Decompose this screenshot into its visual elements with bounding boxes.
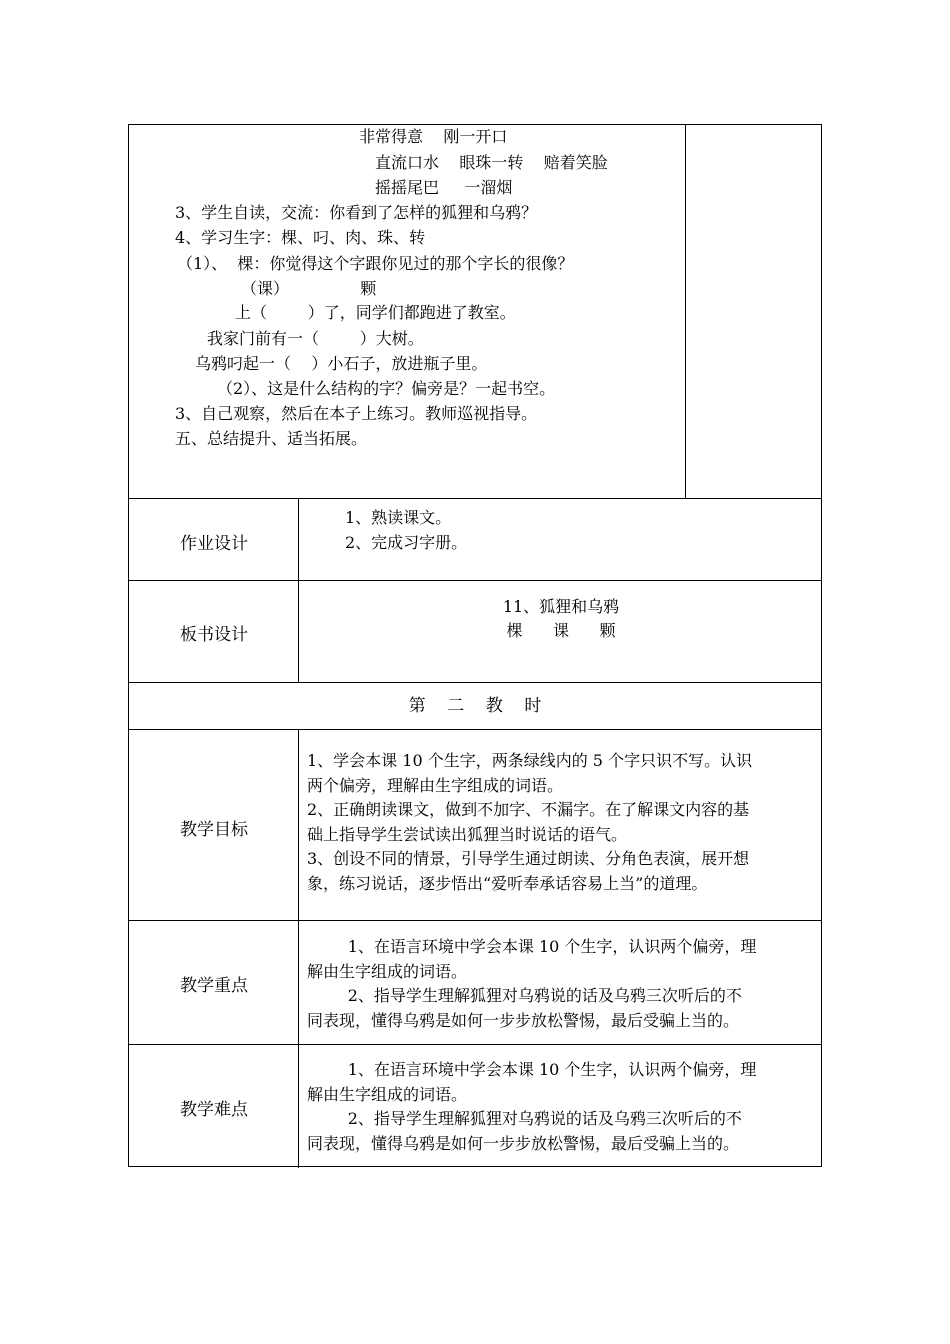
teaching-process-cell (129, 125, 685, 498)
text-line: （2）、这是什么结构的字？偏旁是？一起书空。 (217, 379, 556, 398)
text-line: 2、指导学生理解狐狸对乌鸦说的话及乌鸦三次听后的不 (307, 1109, 742, 1128)
teaching-goals-text (307, 749, 815, 896)
column-divider (685, 125, 686, 498)
row-divider (129, 580, 821, 581)
text-line: 1、学会本课 10 个生字，两条绿线内的 5 个字只识不写。认识 (307, 751, 753, 770)
text-line: 解由生字组成的词语。 (307, 1084, 468, 1104)
text-line: 1、在语言环境中学会本课 10 个生字，认识两个偏旁，理 (307, 1060, 757, 1079)
text-line: （课） 颗 (241, 279, 377, 298)
column-divider (298, 729, 299, 1168)
text-line: 2、指导学生理解狐狸对乌鸦说的话及乌鸦三次听后的不 (307, 986, 742, 1005)
homework-label: 作业设计 (180, 534, 248, 554)
section-title: 第 二 教 时 (408, 696, 542, 716)
text-line: 乌鸦叼起一（ ）小石子，放进瓶子里。 (195, 354, 488, 373)
homework-item: 1、熟读课文。 (345, 508, 452, 527)
row-divider (129, 729, 821, 730)
board-design-label: 板书设计 (180, 625, 248, 645)
column-divider (298, 498, 299, 682)
row-divider (129, 498, 821, 499)
text-line: 4、学习生字：棵、叼、肉、珠、转 (175, 228, 426, 247)
key-points-label: 教学重点 (180, 976, 248, 996)
lesson-plan-table (128, 124, 822, 1167)
teaching-goals-label: 教学目标 (180, 820, 248, 840)
text-line: 同表现，懂得乌鸦是如何一步步放松警惕，最后受骗上当的。 (307, 1133, 740, 1153)
row-divider (129, 682, 821, 683)
text-line: 直流口水 眼珠一转 赔着笑脸 (375, 153, 608, 172)
text-line: 3、创设不同的情景，引导学生通过朗读、分角色表演，展开想 (307, 849, 750, 868)
difficulties-text (307, 1058, 815, 1156)
text-line: 摇摇尾巴 一溜烟 (375, 178, 513, 197)
text-line: 非常得意 刚一开口 (359, 127, 508, 146)
text-line: 础上指导学生尝试读出狐狸当时说话的语气。 (307, 824, 628, 844)
text-line: 两个偏旁，理解由生字组成的词语。 (307, 775, 564, 795)
text-line: 3、自己观察，然后在本子上练习。教师巡视指导。 (175, 404, 538, 423)
row-divider (129, 1044, 821, 1045)
difficulties-label: 教学难点 (180, 1100, 248, 1120)
text-line: （1）、 棵：你觉得这个字跟你见过的那个字长的很像？ (177, 254, 574, 273)
text-line: 上（ ）了，同学们都跑进了教室。 (235, 303, 516, 322)
text-line: 同表现，懂得乌鸦是如何一步步放松警惕，最后受骗上当的。 (307, 1010, 740, 1030)
board-characters: 棵 课 颗 (506, 621, 616, 640)
board-title: 11、狐狸和乌鸦 (502, 597, 620, 616)
text-line: 五、总结提升、适当拓展。 (175, 429, 368, 448)
homework-item: 2、完成习字册。 (345, 533, 468, 552)
text-line: 象，练习说话，逐步悟出“爱听奉承话容易上当”的道理。 (307, 873, 708, 893)
text-line: 2、正确朗读课文，做到不加字、不漏字。在了解课文内容的基 (307, 800, 750, 819)
text-line: 解由生字组成的词语。 (307, 961, 468, 981)
row-divider (129, 920, 821, 921)
text-line: 3、学生自读，交流：你看到了怎样的狐狸和乌鸦？ (175, 203, 538, 222)
text-line: 我家门前有一（ ）大树。 (207, 329, 424, 348)
text-line: 1、在语言环境中学会本课 10 个生字，认识两个偏旁，理 (307, 937, 757, 956)
key-points-text (307, 935, 815, 1033)
